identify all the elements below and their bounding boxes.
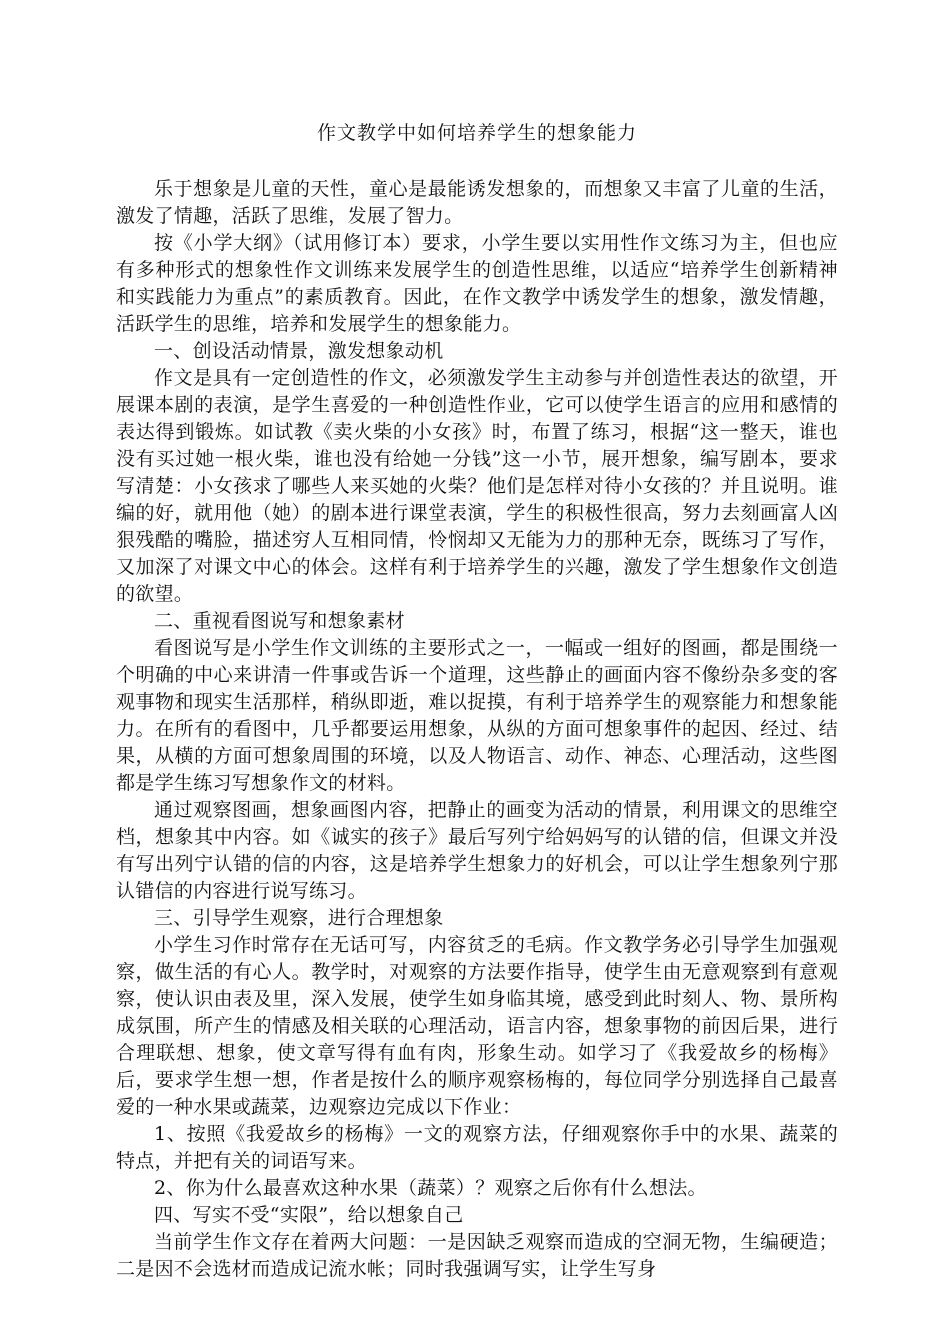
document-title: 作文教学中如何培养学生的想象能力 bbox=[316, 122, 637, 144]
section-heading-1: 一、创设活动情景，激发想象动机 bbox=[154, 340, 444, 362]
paragraph-intro: 乐于想象是儿童的天性，童心是最能诱发想象的，而想象又丰富了儿童的生活，激发了情趣，活跃了思维，发展了智力。 bbox=[116, 178, 838, 227]
section-heading-2: 二、重视看图说写和想象素材 bbox=[154, 610, 405, 632]
paragraph-syllabus: 按《小学大纲》（试用修订本）要求，小学生要以实用性作文练习为主，但也应有多种形式的想象性作文训练来发展学生的创造性思维，以适应“培养学生创新精神和实践能力为重点”的素质教育。因此，在作文教学中诱发学生的想象，激发情趣，活跃学生的思维，培养和发展学生的想象能力。 bbox=[116, 232, 838, 335]
list-item-2: 2、你为什么最喜欢这种水果（蔬菜）？观察之后你有什么想法。 bbox=[154, 1177, 707, 1199]
document-page bbox=[116, 118, 838, 1283]
paragraph-section-1: 作文是具有一定创造性的作文，必须激发学生主动参与并创造性表达的欲望，开展课本剧的表演，是学生喜爱的一种创造性作业，它可以使学生语言的应用和感情的表达得到锻炼。如试教《卖火柴的小女孩》时，布置了练习，根据“这一整天，谁也没有买过她一根火柴，谁也没有给她一分钱”这一小节，展开想象，编写剧本，要求写清楚：小女孩求了哪些人来买她的火柴？他们是怎样对待小女孩的？并且说明。谁编的好，就用他（她）的剧本进行课堂表演，学生的积极性很高，努力去刻画富人凶狠残酷的嘴脸，描述穷人互相同情，怜悯却又无能为力的那种无奈，既练习了写作，又加深了对课文中心的体会。这样有利于培养学生的兴趣，激发了学生想象作文创造的欲望。 bbox=[116, 367, 838, 605]
paragraph-section-2a: 看图说写是小学生作文训练的主要形式之一，一幅或一组好的图画，都是围绕一个明确的中心来讲清一件事或告诉一个道理，这些静止的画面内容不像纷杂多变的客观事物和现实生活那样，稍纵即逝，难以捉摸，有利于培养学生的观察能力和想象能力。在所有的看图中，几乎都要运用想象，从纵的方面可想象事件的起因、经过、结果，从横的方面可想象周围的环境，以及人物语言、动作、神态、心理活动，这些图都是学生练习写想象作文的材料。 bbox=[116, 637, 838, 794]
section-heading-3: 三、引导学生观察，进行合理想象 bbox=[154, 907, 444, 929]
paragraph-section-2b: 通过观察图画，想象画图内容，把静止的画变为活动的情景，利用课文的思维空档，想象其中内容。如《诚实的孩子》最后写列宁给妈妈写的认错的信，但课文并没有写出列宁认错的信的内容，这是培养学生想象力的好机会，可以让学生想象列宁那认错信的内容进行说写练习。 bbox=[116, 799, 838, 902]
list-item-1: 1、按照《我爱故乡的杨梅》一文的观察方法，仔细观察你手中的水果、蔬菜的特点，并把有关的词语写来。 bbox=[116, 1123, 838, 1172]
paragraph-section-3: 小学生习作时常存在无话可写，内容贫乏的毛病。作文教学务必引导学生加强观察，做生活的有心人。教学时，对观察的方法要作指导，使学生由无意观察到有意观察，使认识由表及里，深入发展，使学生如身临其境，感受到此时刻人、物、景所构成氛围，所产生的情感及相关联的心理活动，语言内容，想象事物的前因后果，进行合理联想、想象，使文章写得有血有肉，形象生动。如学习了《我爱故乡的杨梅》后，要求学生想一想，作者是按什么的顺序观察杨梅的，每位同学分别选择自己最喜爱的一种水果或蔬菜，边观察边完成以下作业： bbox=[116, 934, 838, 1118]
section-heading-4: 四、写实不受“实限”，给以想象自己 bbox=[154, 1204, 464, 1226]
paragraph-section-4: 当前学生作文存在着两大问题：一是因缺乏观察而造成的空洞无物，生编硬造；二是因不会选材而造成记流水帐；同时我强调写实，让学生写身 bbox=[116, 1231, 838, 1280]
